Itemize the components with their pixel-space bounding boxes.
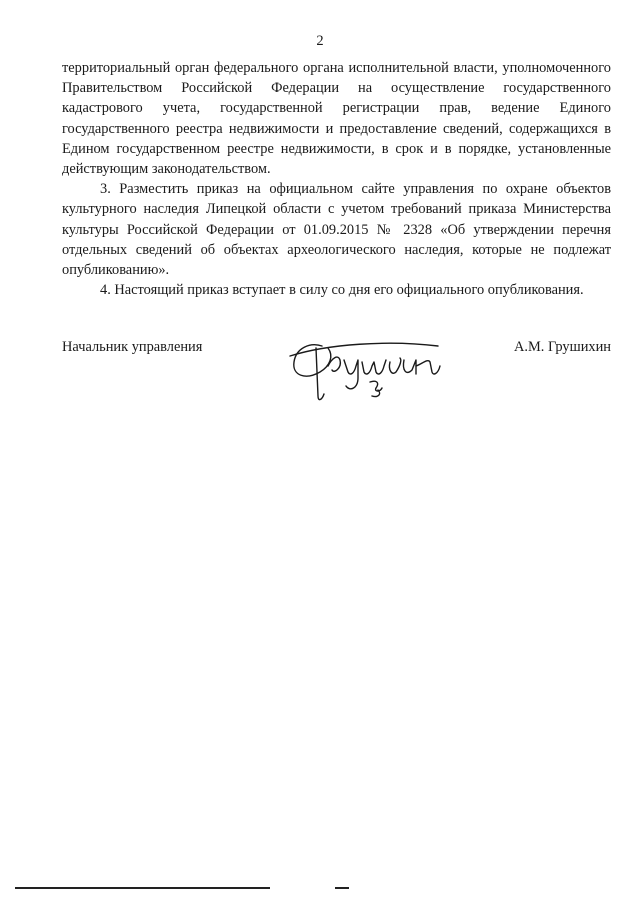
paragraph-item-4: 4. Настоящий приказ вступает в силу со дня его официального опубликования. — [100, 282, 584, 299]
paragraph-item-3: 3. Разместить приказ на официальном сайте управления по охране объектов культурного наследия Липецкой области с учетом требований приказа Министерства культуры Российской Федерации от 01.09.2015 № 2328 «Об утверждении перечня отдельных сведений об объектах археологического наследия, которые не подлежат опубликованию». — [62, 181, 611, 279]
signer-name: А.М. Грушихин — [514, 339, 611, 355]
footer-rule-right — [335, 887, 349, 889]
footer-rule-left — [15, 887, 270, 889]
paragraph-continuation: территориальный орган федерального органа исполнительной власти, уполномоченного Правительством Российской Федерации на осуществление государственного кадастрового учета, государственной регистрации прав, ведение Единого государственного реестра недвижимости и предоставление сведений, содержащихся в Едином государственном реестре недвижимости, в срок и в порядке, установленные действующим законодательством. — [62, 60, 611, 178]
document-body — [62, 58, 611, 300]
signer-title: Начальник управления — [62, 339, 203, 355]
handwritten-signature — [288, 326, 448, 406]
signature-block — [62, 334, 611, 414]
page-number: 2 — [316, 33, 324, 49]
